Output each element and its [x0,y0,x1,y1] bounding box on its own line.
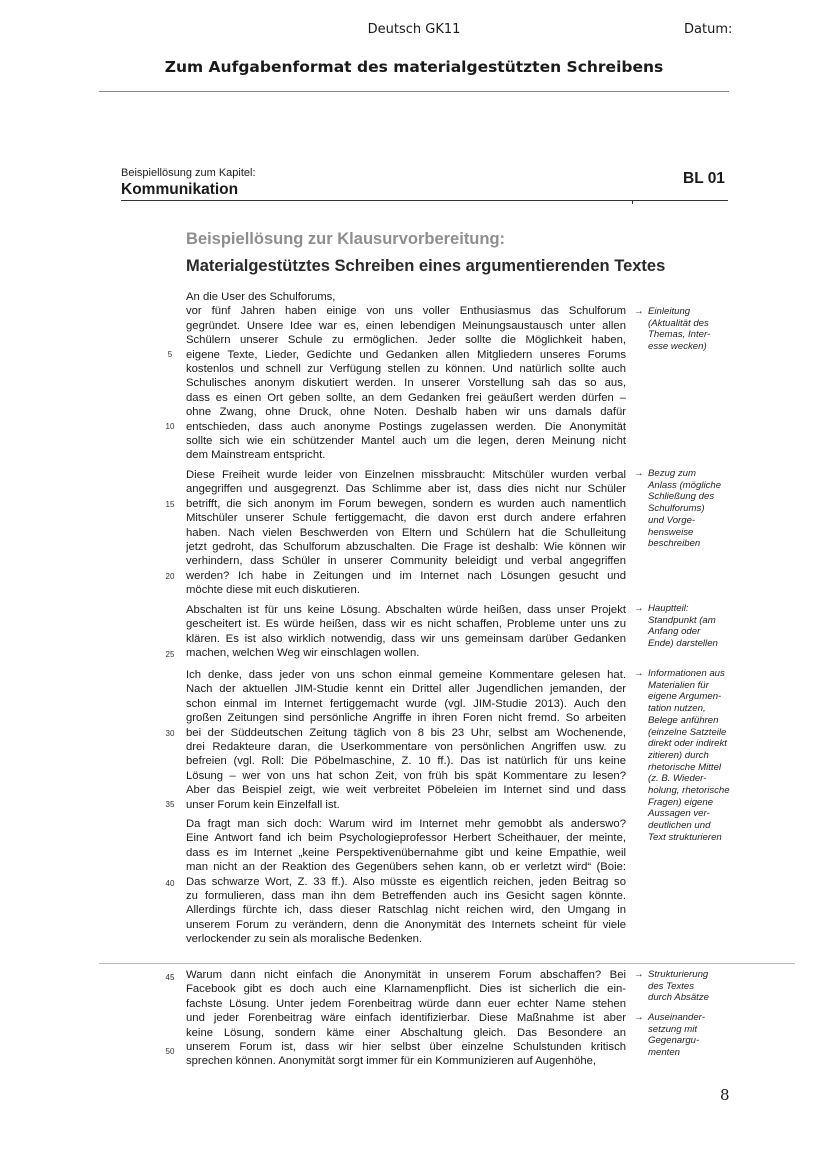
text-line: jetzt gedroht, das Schulforum abzuschalten. Die Frage ist deshalb: Wie können wir [186,541,626,554]
note-line: deutlichen und [648,820,711,832]
arrow-right-icon [634,480,648,492]
text-line: dass es einen Ort geben sollte, an dem Gedanken frei geäußert werden dürfen – [186,391,626,404]
arrow-right-icon [634,329,648,341]
text-line: schon einmal im Internet fertiggemacht wurde (vgl. JIM-Studie 2013). Auch den [186,697,626,710]
text-line: und jeder Forenbeitrag wäre einfach identifizierbar. Diese Maßnahme ist aber [186,1012,626,1025]
line-number: 35 [165,800,175,809]
arrow-right-icon [634,1024,648,1036]
text-line: Nach der aktuellen JIM-Studie kennt ein Drittel aller Jugendlichen jemanden, der [186,683,626,696]
text-line: vor fünf Jahren haben einige von uns voller Enthusiasmus das Schulforum [186,305,626,318]
text-line: Da fragt man sich doch: Warum wird im Internet mehr gemobbt als anderswo? [186,818,626,830]
line-number: 25 [165,650,175,659]
text-line: befreien (vgl. Roll: Die Pöbelmaschine, Z. 10 ff.). Das ist natürlich für uns keine [186,755,626,768]
document-code: BL 01 [683,170,725,187]
text-line: Abschalten ist für uns keine Lösung. Abschalten würde heißen, dass unser Projekt [186,604,626,616]
margin-note-material-use [634,668,784,844]
note-line: setzung mit [648,1023,698,1035]
margin-note-main-part [634,603,784,650]
course-label: Deutsch GK11 [367,22,461,37]
note-line: Aussagen ver- [648,808,710,820]
chapter-name: Kommunikation [121,181,239,198]
arrow-right-icon: → [634,1012,644,1023]
note-line: durch Absätze [648,992,709,1004]
arrow-right-icon [634,638,648,650]
arrow-right-icon [634,691,648,703]
note-line: Anfang oder [648,626,701,638]
note-line: Standpunkt (am [648,614,716,626]
note-line: Schließung des [648,491,715,503]
paragraph-occasion [186,468,626,598]
arrow-right-icon [634,341,648,353]
text-line: verhindern, dass Schüler in unserer Community beleidigt und verbal angegriffen [186,555,626,568]
arrow-right-icon [634,503,648,515]
arrow-right-icon [634,832,648,844]
note-line: menten [648,1047,680,1059]
note-line: rhetorische Mittel [648,761,722,773]
arrow-right-icon: → [634,603,644,614]
note-line: Schulforums) [648,503,705,515]
arrow-right-icon [634,703,648,715]
text-line: Facebook gibt es doch auch eine Klarnamenpflicht. Dies ist sicherlich die ein- [186,983,626,996]
text-line: fachste Lösung. Unter jedem Forenbeitrag würde dann euer echter Name stehen [186,997,626,1010]
arrow-right-icon: → [634,306,644,317]
note-line: Text strukturieren [648,831,722,843]
line-number: 5 [167,350,173,359]
note-line: holung, rhetorische [648,785,730,797]
note-line: direkt oder indirekt [648,738,727,750]
arrow-right-icon [634,491,648,503]
text-line: bei der Süddeutschen Zeitung täglich von 8 bis 23 Uhr, selbst am Wochenende, [186,726,626,739]
arrow-right-icon [634,981,648,993]
line-number: 10 [165,422,175,431]
document-subtitle: Beispiellösung zur Klausurvorbereitung: [186,230,506,248]
text-line: Allerdings fürchte ich, dass dieser Ratschlag nicht reichen wird, den Umgang in [186,904,626,917]
text-line: unserem Forum ist, dass wir hier selbst über einzelne Schulstunden kritisch [186,1041,626,1054]
worksheet-title: Zum Aufgabenformat des materialgestützten Schreibens [164,58,664,76]
text-line: Aber das Beispiel zeigt, wie weit verbreitet Pöbeleien im Internet sind und dass [186,784,626,797]
text-line: Schülern unserer Schule zu ermöglichen. Jeder sollte die Möglichkeit haben, [186,334,626,347]
note-line: beschreiben [648,538,701,550]
text-line: Schulisches anonym diskutiert werden. In unserer Vorstellung sah das so aus, [186,377,626,390]
text-line: drei Redakteure daran, die Userkommentare von persönlichen Angriffen usw. zu [186,741,626,754]
note-line: (Aktualität des [648,317,709,329]
text-line: angegriffen und ausgegrenzt. Das Schlimme aber ist, dass dies nicht nur Schüler [186,483,626,496]
note-line: Gegenargu- [648,1035,700,1047]
text-line: unserem Forum zu verändern, denn die Anonymität des Internets scheint für viele [186,918,626,931]
note-line: Hauptteil: [648,603,689,614]
arrow-right-icon [634,538,648,550]
note-line: eigene Argumen- [648,691,722,703]
text-line: eigene Texte, Lieder, Gedichte und Gedanken allen Mitgliedern unseres Forums [186,348,626,361]
text-line: möchte diese mit euch diskutieren. [186,584,360,597]
margin-note-occasion [634,468,784,550]
note-line: Fragen) eigene [648,796,714,808]
line-number: 50 [165,1047,175,1056]
note-line: Informationen aus [648,668,725,679]
text-line: Ich denke, dass jeder von uns schon einmal gemeine Kommentare gelesen hat. [186,669,626,681]
chapter-divider [121,200,728,201]
paragraph-introduction [186,290,626,463]
note-line: Auseinander- [648,1012,705,1023]
note-line: hensweise [648,526,694,538]
text-line: Lösung – wer von uns hat schon Zeit, von früh bis spät Kommentare zu lesen? [186,769,626,782]
document-heading: Materialgestütztes Schreiben eines argumentierenden Textes [186,257,666,275]
margin-note-structure [634,969,784,1004]
note-line: (z. B. Wieder- [648,773,707,785]
arrow-right-icon [634,785,648,797]
paragraph-reasoning [186,817,626,947]
chapter-label: Beispiellösung zum Kapitel: [121,167,256,179]
arrow-right-icon [634,715,648,727]
text-line: machen, welchen Weg wir einschlagen wollen. [186,647,420,660]
text-line: keine Lösung, sondern käme einer Abschaltung gleich. Das Besondere an [186,1026,626,1039]
arrow-right-icon [634,1047,648,1059]
text-line: sprechen können. Anonymität sorgt immer für ein Kommunizieren auf Augenhöhe, [186,1055,597,1068]
text-line: haben. Nach vielen Beschwerden von Eltern und Schülern hat die Schulleitung [186,526,626,539]
paragraph-counterargument [186,968,626,1069]
note-line: zitieren) durch [648,749,709,761]
line-number: 20 [165,572,175,581]
margin-note-counterarguments [634,1012,784,1059]
paragraph-position [186,603,626,661]
text-line: Warum dann nicht einfach die Anonymität in unserem Forum abschaffen? Bei [186,969,626,981]
arrow-right-icon [634,820,648,832]
note-line: esse wecken) [648,341,707,353]
text-line: gescheitert ist. Es würde heißen, dass wir es nicht schaffen, Probleme unter uns zu [186,618,626,631]
note-line: Ende) darstellen [648,638,718,650]
arrow-right-icon [634,1035,648,1047]
date-label: Datum: [684,22,733,37]
paragraph-evidence [186,668,626,812]
text-line: sollte sich wie ein schützender Mantel auch um die legen, deren Meinung nicht [186,435,626,448]
note-line: Themas, Inter- [648,329,711,341]
text-line: Mitschüler unserer Schule fertiggemacht, die davon erst durch andere erfahren [186,512,626,525]
text-line: Diese Freiheit wurde leider von Einzelnen missbraucht: Mitschüler wurden verbal [186,469,626,481]
note-line: Materialien für [648,679,709,691]
arrow-right-icon [634,615,648,627]
arrow-right-icon [634,680,648,692]
arrow-right-icon [634,773,648,785]
arrow-right-icon [634,992,648,1004]
note-line: Belege anführen [648,714,719,726]
chapter-divider-tick [632,200,633,204]
text-line: kostenlos und schnell zur Verfügung stellen zu können. Und natürlich sollte auch [186,363,626,376]
arrow-right-icon [634,515,648,527]
line-number: 40 [165,879,175,888]
text-line: unser Forum kein Einzelfall ist. [186,798,340,811]
arrow-right-icon [634,727,648,739]
text-line: ohne Zwang, ohne Druck, ohne Noten. Deshalb haben wir uns damals dafür [186,406,626,419]
note-line: Strukturierung [648,969,709,980]
note-line: (einzelne Satzteile [648,726,727,738]
line-number: 45 [165,973,175,982]
text-line: An die User des Schulforums, [186,291,336,303]
note-line: tation nutzen, [648,703,706,715]
arrow-right-icon: → [634,468,644,479]
text-line: Eine Antwort fand ich beim Psychologieprofessor Herbert Scheithauer, der meinte, [186,832,626,845]
arrow-right-icon: → [634,969,644,980]
text-line: zu formulieren, dass man ihn dem Betreffenden auch ins Gesicht sagen könnte. [186,890,626,903]
margin-note-introduction [634,306,784,353]
note-line: Bezug zum [648,468,696,479]
text-line: großen Zeitungen sind persönliche Angriffe in ihren Foren nicht fremd. So arbeiten [186,712,626,725]
note-line: Anlass (mögliche [648,479,722,491]
page-number: 8 [720,1086,730,1104]
arrow-right-icon [634,762,648,774]
arrow-right-icon [634,626,648,638]
text-line: man nicht an der Reaktion des Gegenübers sehen kann, ob er verletzt wird“ (Boie: [186,861,626,874]
text-line: dass es im Internet „keine Perspektivenübernahme gibt und keine Empathie, weil [186,846,626,859]
arrow-right-icon [634,738,648,750]
arrow-right-icon: → [634,668,644,679]
arrow-right-icon [634,318,648,330]
text-line: klären. Es ist also wirklich notwendig, dass wir uns gemeinsam darüber Gedanken [186,632,626,645]
line-number: 15 [165,500,175,509]
arrow-right-icon [634,527,648,539]
line-number: 30 [165,729,175,738]
text-line: verlockender zu sein als moralische Bedenken. [186,933,423,946]
text-line: gegründet. Unsere Idee war es, einen lebendigen Meinungsaustausch unter allen [186,319,626,332]
page-break-divider [99,963,795,964]
arrow-right-icon [634,750,648,762]
text-line: entschieden, dass auch anonyme Postings zugelassen werden. Die Anonymität [186,420,626,433]
note-line: und Vorge- [648,514,696,526]
arrow-right-icon [634,808,648,820]
header-divider [99,91,729,92]
note-line: des Textes [648,980,695,992]
text-line: werden? Ich habe in Zeitungen und im Internet nach Lösungen gesucht und [186,569,626,582]
text-line: betrifft, die sich anonym im Forum bewegen, sondern es wurden auch namentlich [186,497,626,510]
note-line: Einleitung [648,306,691,317]
text-line: Das schwarze Wort, Z. 33 ff.). Also müsste es eigentlich reichen, jeden Beitrag so [186,875,626,888]
arrow-right-icon [634,797,648,809]
text-line: dem Mainstream entspricht. [186,449,326,462]
